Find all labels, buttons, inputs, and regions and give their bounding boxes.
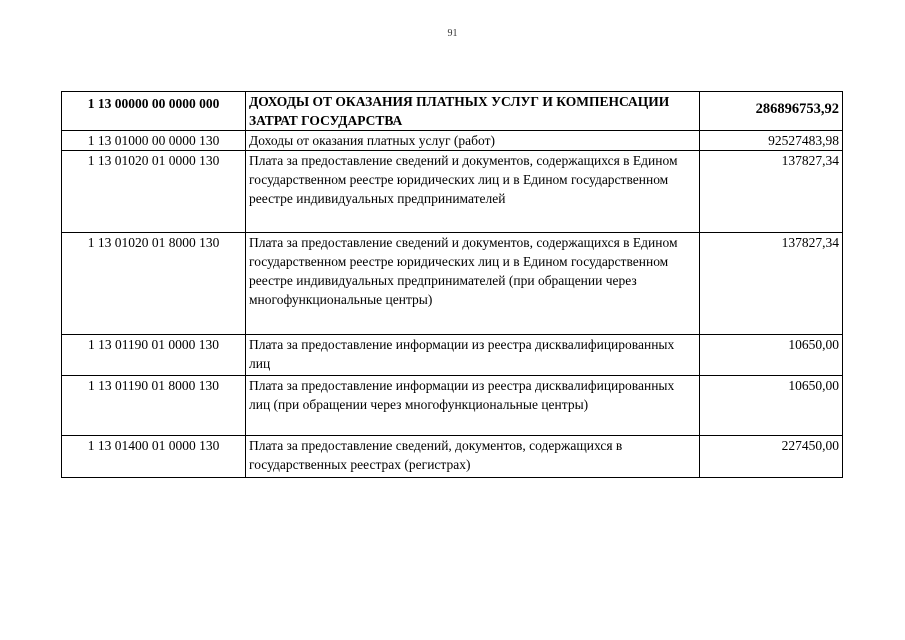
description-cell: Доходы от оказания платных услуг (работ)	[246, 131, 700, 151]
description-cell: Плата за предоставление сведений и документов, содержащихся в Едином государственном реестре юридических лиц и в Едином государственном реестре индивидуальных предпринимателей (при обращении через многофункциональные центры)	[246, 233, 700, 335]
table-row	[62, 436, 843, 478]
amount-cell: 92527483,98	[700, 131, 843, 151]
budget-code-cell: 1 13 01190 01 8000 130	[62, 376, 246, 436]
budget-table	[61, 91, 843, 478]
page-number: 91	[447, 28, 458, 39]
table-row	[62, 376, 843, 436]
amount-cell: 137827,34	[700, 233, 843, 335]
budget-code-cell: 1 13 01400 01 0000 130	[62, 436, 246, 478]
description-cell: Плата за предоставление сведений и документов, содержащихся в Едином государственном реестре юридических лиц и в Едином государственном реестре индивидуальных предпринимателей	[246, 151, 700, 233]
description-cell: Плата за предоставление сведений, документов, содержащихся в государственных реестрах (регистрах)	[246, 436, 700, 478]
amount-cell: 10650,00	[700, 376, 843, 436]
amount-cell: 227450,00	[700, 436, 843, 478]
description-cell: ДОХОДЫ ОТ ОКАЗАНИЯ ПЛАТНЫХ УСЛУГ И КОМПЕНСАЦИИ ЗАТРАТ ГОСУДАРСТВА	[246, 92, 700, 131]
table-row	[62, 151, 843, 233]
amount-cell: 10650,00	[700, 335, 843, 376]
budget-code-cell: 1 13 01020 01 8000 130	[62, 233, 246, 335]
budget-code-cell: 1 13 00000 00 0000 000	[62, 92, 246, 131]
budget-code-cell: 1 13 01190 01 0000 130	[62, 335, 246, 376]
description-cell: Плата за предоставление информации из реестра дисквалифицированных лиц (при обращении через многофункциональные центры)	[246, 376, 700, 436]
description-cell: Плата за предоставление информации из реестра дисквалифицированных лиц	[246, 335, 700, 376]
amount-cell: 137827,34	[700, 151, 843, 233]
table-row-total	[62, 92, 843, 131]
table-row	[62, 335, 843, 376]
budget-code-cell: 1 13 01000 00 0000 130	[62, 131, 246, 151]
budget-code-cell: 1 13 01020 01 0000 130	[62, 151, 246, 233]
amount-cell: 286896753,92	[700, 92, 843, 131]
table-row	[62, 233, 843, 335]
table-row	[62, 131, 843, 151]
